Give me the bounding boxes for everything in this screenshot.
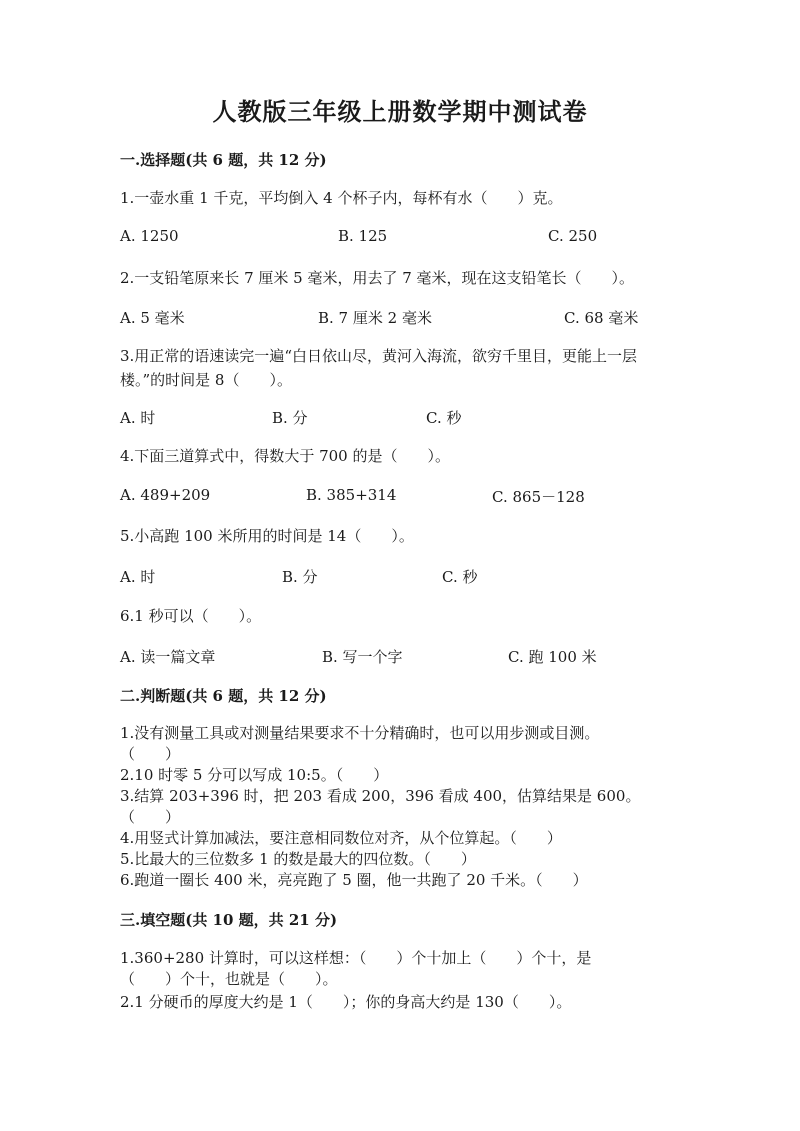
option-a: A. 时: [120, 568, 156, 586]
judgement-line: （ ）: [120, 808, 181, 826]
question-text: 2.一支铅笔原来长 7 厘米 5 毫米，用去了 7 毫米，现在这支铅笔长（ ）。: [120, 269, 635, 287]
option-c: C. 秒: [442, 568, 478, 586]
section-heading-fill: 三.填空题(共 10 题，共 21 分): [120, 911, 338, 929]
question-text: 3.用正常的语速读完一遍“白日依山尽，黄河入海流，欲穷千里目，更能上一层楼。”的时间是 8（ ）。: [120, 347, 637, 389]
option-b: B. 写一个字: [322, 648, 403, 666]
option-b: B. 125: [338, 227, 388, 245]
judgement-line: 1.没有测量工具或对测量结果要求不十分精确时，也可以用步测或目测。: [120, 724, 600, 742]
judgement-line: 3.结算 203+396 时，把 203 看成 200，396 看成 400，估算结果是 600。: [120, 787, 641, 805]
option-row: [120, 566, 680, 588]
fill-line: （ ）个十，也就是（ ）。: [120, 970, 338, 988]
option-c: C. 跑 100 米: [508, 648, 597, 666]
question-text: 4.下面三道算式中，得数大于 700 的是（ ）。: [120, 447, 450, 465]
fill-line: 1.360+280 计算时，可以这样想：（ ）个十加上（ ）个十，是: [120, 949, 592, 967]
option-row: [120, 486, 680, 508]
option-c: C. 865－128: [492, 488, 585, 506]
option-row: [120, 646, 680, 668]
judgement-line: 5.比最大的三位数多 1 的数是最大的四位数。（ ）: [120, 850, 476, 868]
option-a: A. 1250: [120, 227, 179, 245]
fill-line: 2.1 分硬币的厚度大约是 1（ ）；你的身高大约是 130（ ）。: [120, 993, 572, 1011]
question-text: 6.1 秒可以（ ）。: [120, 607, 262, 625]
option-row: [120, 407, 680, 429]
option-b: B. 分: [272, 409, 308, 427]
judgement-line: 4.用竖式计算加减法，要注意相同数位对齐，从个位算起。（ ）: [120, 829, 562, 847]
question-text: 5.小高跑 100 米所用的时间是 14（ ）。: [120, 527, 414, 545]
page-title: 人教版三年级上册数学期中测试卷: [212, 97, 588, 126]
option-row: [120, 227, 680, 249]
option-b: B. 385+314: [306, 486, 397, 504]
option-c: C. 250: [548, 227, 598, 245]
option-row: [120, 307, 680, 329]
option-c: C. 秒: [426, 409, 462, 427]
section-heading-judgement: 二.判断题(共 6 题，共 12 分): [120, 687, 327, 705]
judgement-line: （ ）: [120, 745, 181, 763]
option-a: A. 5 毫米: [120, 309, 185, 327]
option-b: B. 7 厘米 2 毫米: [318, 309, 432, 327]
option-b: B. 分: [282, 568, 318, 586]
option-a: A. 时: [120, 409, 156, 427]
judgement-line: 6.跑道一圈长 400 米，亮亮跑了 5 圈，他一共跑了 20 千米。（ ）: [120, 871, 588, 889]
option-a: A. 读一篇文章: [120, 648, 216, 666]
judgement-line: 2.10 时零 5 分可以写成 10:5。（ ）: [120, 766, 389, 784]
section-heading-choice: 一.选择题(共 6 题，共 12 分): [120, 151, 327, 169]
question-text: 1.一壶水重 1 千克，平均倒入 4 个杯子内，每杯有水（ ）克。: [120, 189, 563, 207]
option-c: C. 68 毫米: [564, 309, 639, 327]
option-a: A. 489+209: [120, 486, 211, 504]
